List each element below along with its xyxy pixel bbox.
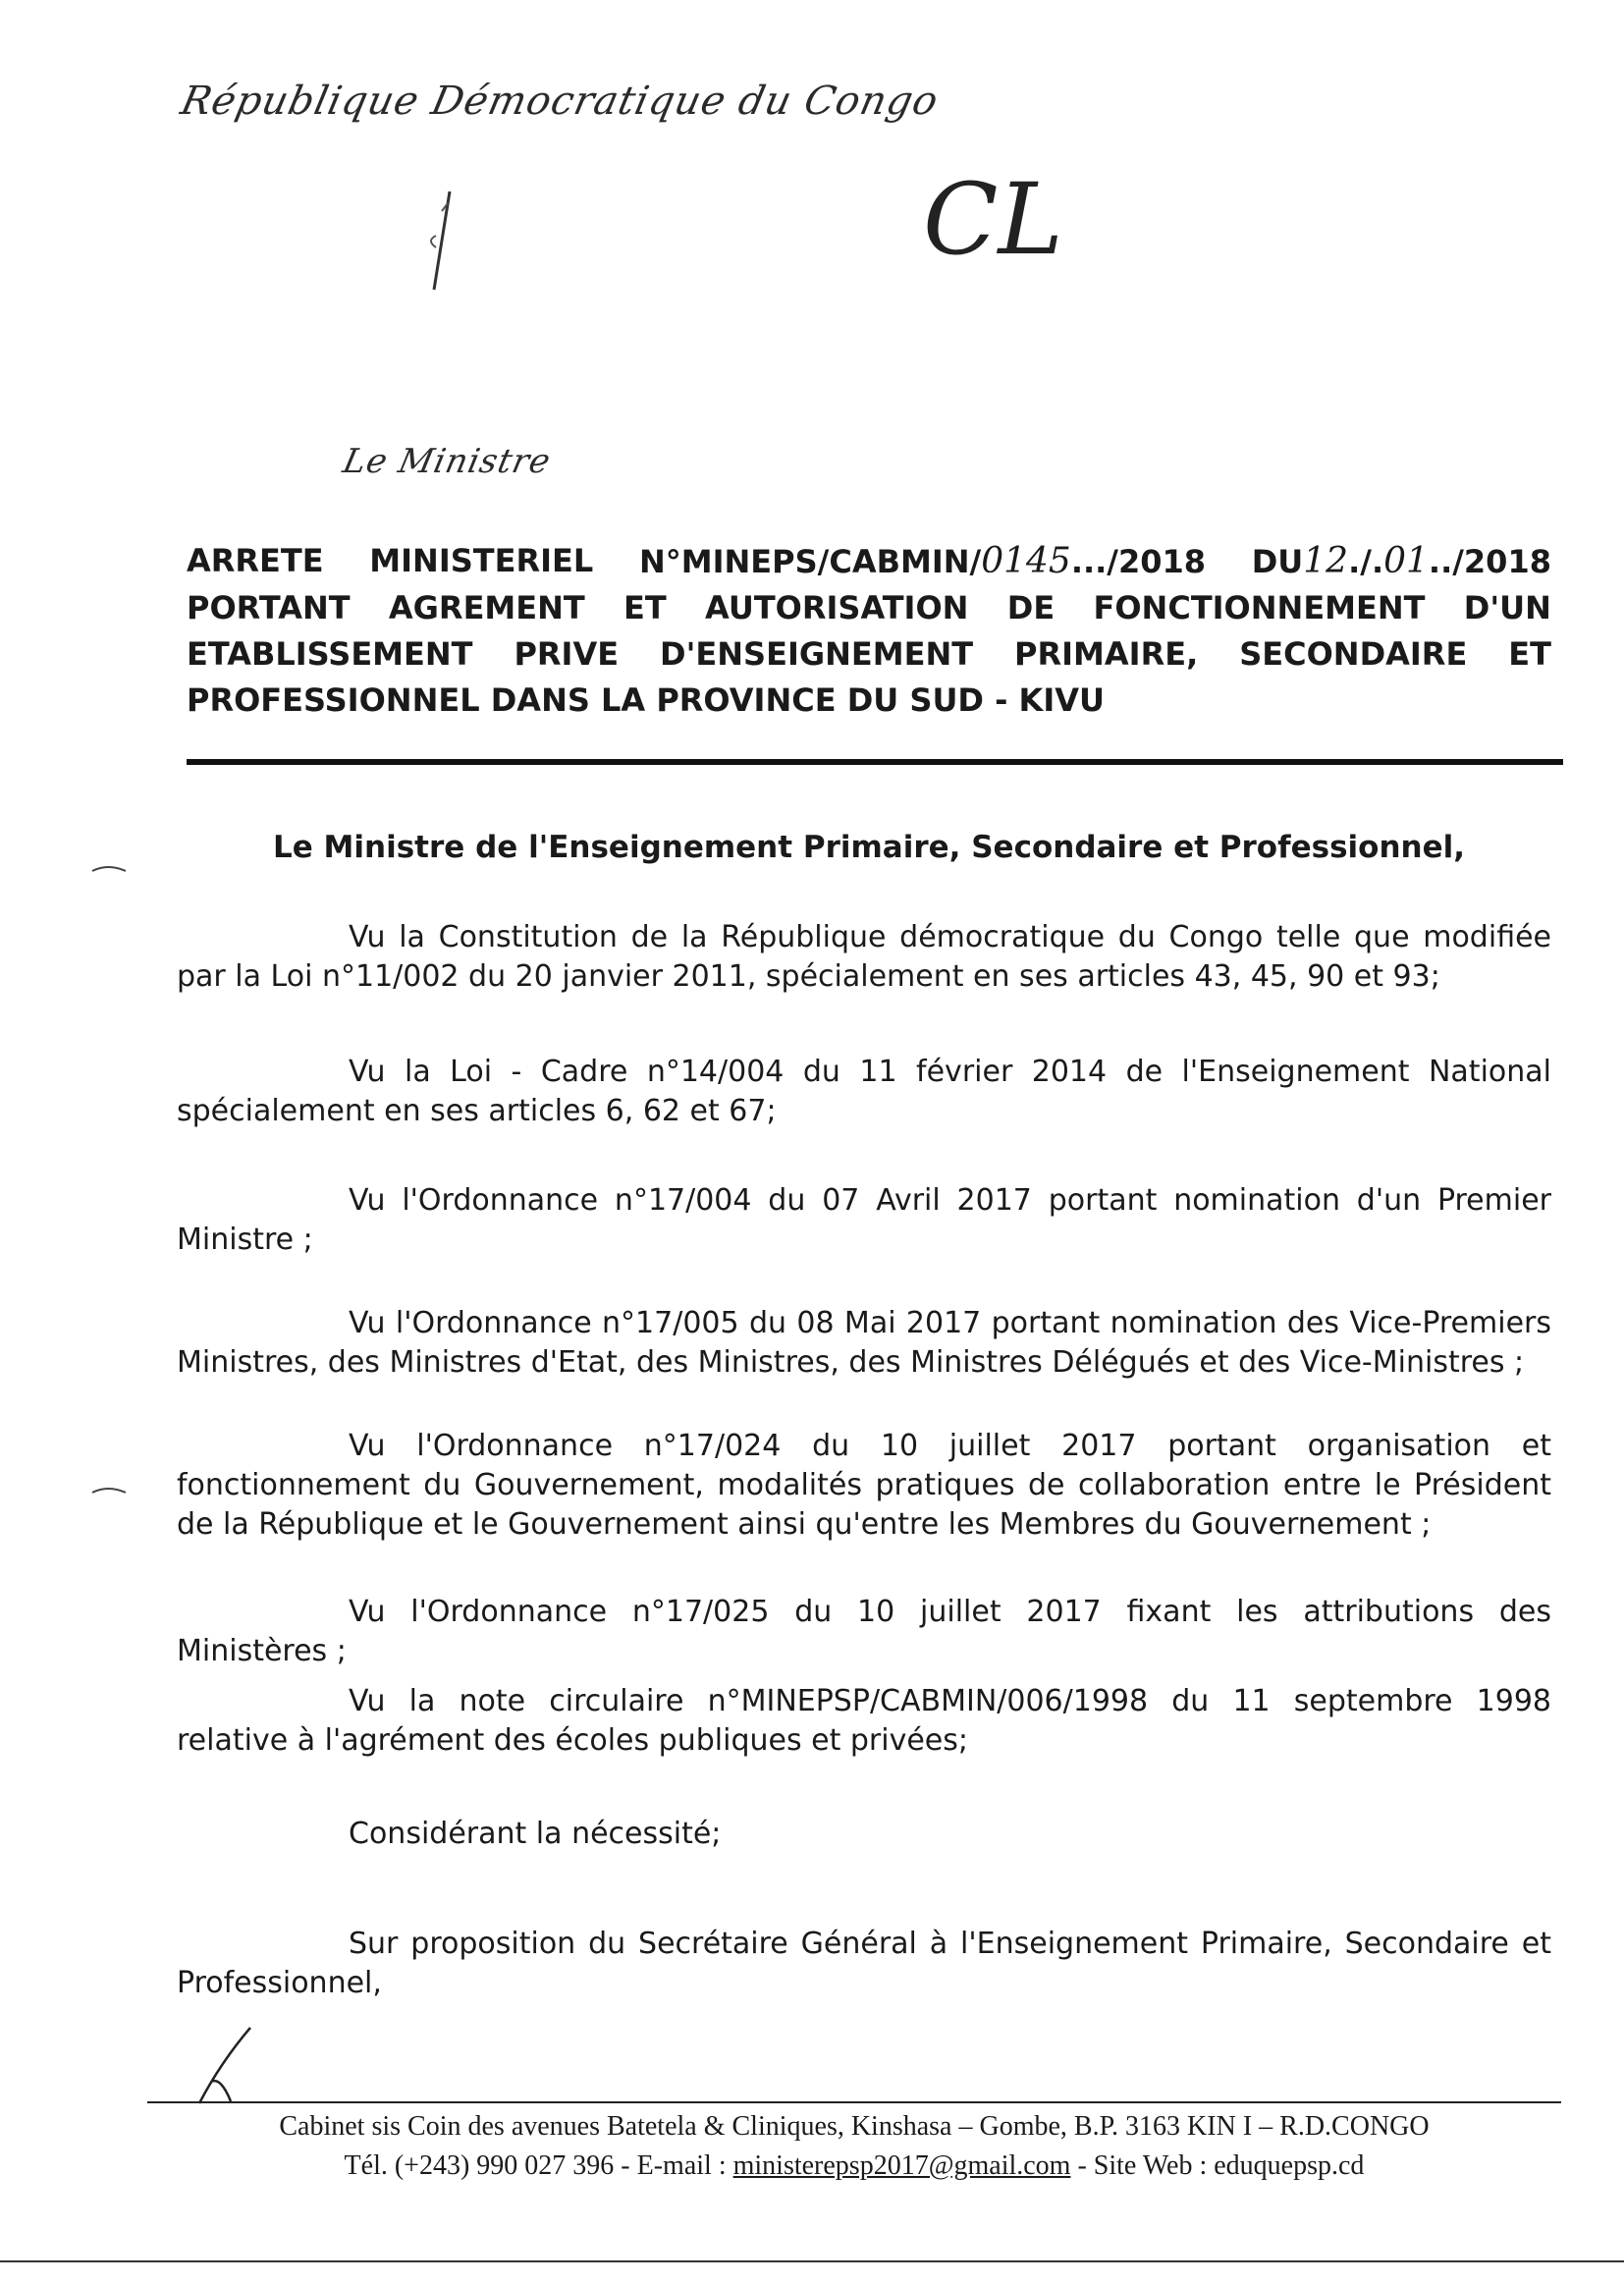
handwritten-mark-icon <box>412 182 471 299</box>
paragraph: Vu la Constitution de la République démocratique du Congo telle que modifiée par la Loi n°11/002 du 20 janvier 2011, spécialement en ses articles 43, 45, 90 et 93; <box>177 920 1551 994</box>
paragraph: Vu la Loi - Cadre n°14/004 du 11 février 2014 de l'Enseignement National spécialement en ses articles 6, 62 et 67; <box>177 1055 1551 1128</box>
paragraph: Vu l'Ordonnance n°17/005 du 08 Mai 2017 portant nomination des Vice-Premiers Ministres, des Ministres d'Etat, des Ministres, des Ministres Délégués et des Vice-Ministres ; <box>177 1306 1551 1380</box>
decree-title-line-4: PROFESSIONNEL DANS LA PROVINCE DU SUD - KIVU <box>187 681 1105 719</box>
footer-divider <box>147 2101 1561 2103</box>
decree-month: 01 <box>1383 541 1429 581</box>
header-minister: Le Ministre <box>339 442 555 481</box>
paragraph: Vu l'Ordonnance n°17/024 du 10 juillet 2017 portant organisation et fonctionnement du Gouvernement, modalités pratiques de collaboration entre le Président de la République et le Gouvernement ainsi qu'entre les Membres du Gouvernement ; <box>177 1429 1551 1542</box>
decree-title-line-3: ETABLISSEMENT PRIVE D'ENSEIGNEMENT PRIMAIRE, SECONDAIRE ET <box>187 635 1551 673</box>
paragraph: Vu l'Ordonnance n°17/004 du 07 Avril 2017 portant nomination d'un Premier Ministre ; <box>177 1183 1551 1257</box>
email-link[interactable]: ministerepsp2017@gmail.com <box>732 2150 1071 2181</box>
footer-contact: Tél. (+243) 990 027 396 - E-mail : ministerepsp2017@gmail.com - Site Web : eduquepsp.cd <box>344 2150 1365 2181</box>
website-link[interactable]: eduquepsp.cd <box>1214 2150 1365 2181</box>
paragraph: Vu l'Ordonnance n°17/025 du 10 juillet 2017 fixant les attributions des Ministères ; <box>177 1595 1551 1668</box>
margin-tick-icon <box>90 1481 130 1500</box>
paragraph: Vu la note circulaire n°MINEPSP/CABMIN/006/1998 du 11 septembre 1998 relative à l'agrément des écoles publiques et privées; <box>177 1684 1551 1758</box>
minister-line: Le Ministre de l'Enseignement Primaire, Secondaire et Professionnel, <box>272 830 1466 865</box>
decree-title-line-2: PORTANT AGREMENT ET AUTORISATION DE FONCTIONNEMENT D'UN <box>187 589 1551 626</box>
decree-day: 12 <box>1303 541 1349 581</box>
decree-title <box>187 538 1551 724</box>
paragraph: Considérant la nécessité; <box>349 1817 722 1851</box>
decree-title-line-1: ARRETE MINISTERIEL N°MINEPS/CABMIN/0145.../2018 DU12./.01../2018 <box>187 541 1551 581</box>
header-republic: République Démocratique du Congo <box>177 79 943 124</box>
paragraph: Sur proposition du Secrétaire Général à l'Enseignement Primaire, Secondaire et Professionnel, <box>177 1927 1551 2000</box>
title-divider <box>187 759 1563 765</box>
margin-initials: CL <box>923 162 1063 277</box>
margin-tick-icon <box>90 859 130 879</box>
footer-address: Cabinet sis Coin des avenues Batetela & Cliniques, Kinshasa – Gombe, B.P. 3163 KIN I – R.D.CONGO <box>279 2111 1430 2142</box>
page-edge-line <box>0 2260 1624 2262</box>
initials-signature-icon <box>182 2023 270 2111</box>
decree-number: 0145 <box>981 541 1071 581</box>
